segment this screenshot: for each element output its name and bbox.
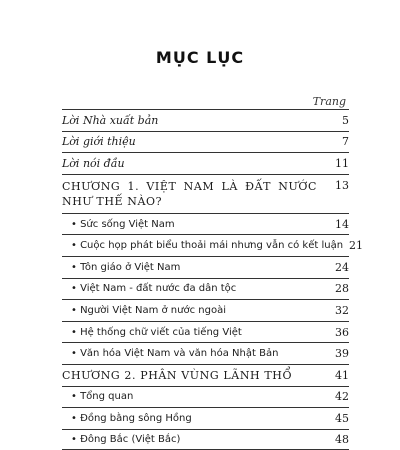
toc-entry-page: 14 [335, 217, 349, 231]
toc-chapter-2[interactable] [62, 364, 349, 386]
toc-subentry[interactable] [62, 234, 364, 256]
toc-subentry[interactable] [62, 256, 349, 278]
toc-chapter-1[interactable] [62, 174, 349, 213]
toc-subentry[interactable] [62, 278, 349, 300]
page-title: MỤC LỤC [155, 48, 245, 67]
toc-entry-label: • Đông Bắc (Việt Bắc) [71, 434, 181, 446]
toc-entry-label: • Người Việt Nam ở nước ngoài [71, 304, 226, 316]
toc-chapter-label: CHƯƠNG 1. VIỆT NAM LÀ ĐẤT NƯỚC NHƯ THẾ NÀO? [62, 179, 317, 208]
toc-entry-page: 24 [335, 260, 349, 274]
toc-entry-page: 11 [335, 156, 349, 170]
toc-subentry[interactable] [62, 299, 349, 321]
toc-entry-label: • Văn hóa Việt Nam và văn hóa Nhật Bản [71, 348, 279, 360]
toc-subentry[interactable] [62, 213, 349, 235]
toc-entry-introduction[interactable] [62, 131, 349, 153]
toc-entry-label: Lời giới thiệu [62, 135, 136, 149]
toc-entry-page: 13 [335, 178, 349, 192]
toc-entry-publisher-note[interactable] [62, 109, 349, 131]
toc-entry-label: • Hệ thống chữ viết của tiếng Việt [71, 326, 242, 338]
toc-entry-page: 39 [335, 347, 349, 361]
toc-entry-label: Lời Nhà xuất bản [62, 113, 159, 127]
toc-entry-label: • Sức sống Việt Nam [71, 218, 175, 230]
toc-entry-page: 7 [342, 135, 349, 149]
toc-subentry[interactable] [62, 321, 349, 343]
toc-subentry[interactable] [62, 407, 349, 429]
toc-entry-page: 21 [349, 239, 364, 253]
toc-entry-page: 42 [335, 390, 349, 404]
toc-entry-page: 32 [335, 303, 349, 317]
toc-entry-page: 48 [335, 433, 349, 447]
toc-entry-label: • Tổng quan [71, 391, 134, 403]
toc-subentry[interactable] [62, 429, 349, 450]
toc-subentry[interactable] [62, 342, 349, 364]
toc-entry-label: • Đồng bằng sông Hồng [71, 412, 192, 424]
toc-entry-page: 45 [335, 411, 349, 425]
toc-subentry[interactable] [62, 386, 349, 408]
toc-entry-preface[interactable] [62, 152, 349, 174]
toc-chapter-label: CHƯƠNG 2. PHÂN VÙNG LÃNH THỔ [62, 368, 293, 382]
toc-entry-page: 28 [335, 282, 349, 296]
toc-entry-page: 36 [335, 325, 349, 339]
toc-entry-page: 41 [335, 368, 349, 382]
toc-entry-label: • Việt Nam - đất nước đa dân tộc [71, 283, 237, 295]
toc-entry-page: 5 [342, 113, 349, 127]
toc-list [62, 109, 364, 450]
toc-entry-label: • Cuộc họp phát biểu thoải mái nhưng vẫn có kết luận [71, 240, 344, 252]
page-column-header: Trang [312, 95, 346, 108]
toc-entry-label: • Tôn giáo ở Việt Nam [71, 261, 181, 273]
toc-entry-label: Lời nói đầu [62, 156, 125, 170]
